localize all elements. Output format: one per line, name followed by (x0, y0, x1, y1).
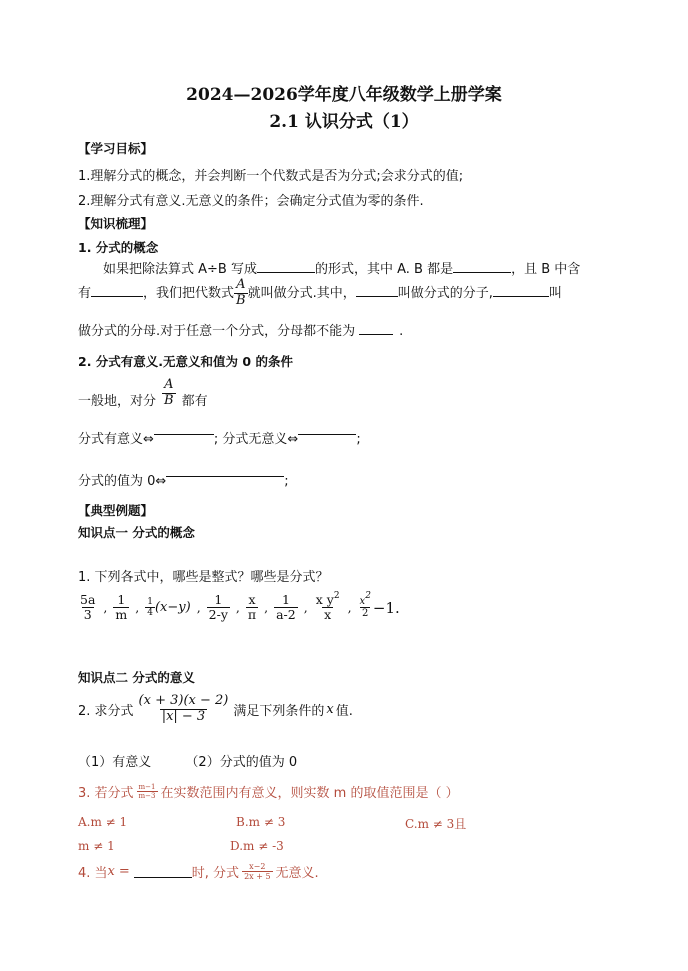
s2-text-b: 都有 (181, 393, 208, 409)
fraction-a-over-b: $\frac{A}{B}$ (236, 277, 246, 308)
s2-text-f: 分式的值为 0⇔ (78, 474, 167, 489)
s1-line-1 (103, 258, 580, 277)
s1-text-i: 做分式的分母.对于任意一个分式，分母都不能为 (78, 324, 356, 339)
q2-option-1: （1）有意义 (78, 755, 152, 770)
expr-x2-over-2: $\frac{x2}{2}$ (359, 590, 371, 620)
s1-text-g: 叫做分式的分子, (397, 285, 493, 301)
comma: , (103, 600, 108, 616)
q2-variable: x (326, 701, 334, 717)
expr-1-over-2-minus-y: $\frac{1}{2-y}$ (208, 592, 228, 623)
s1-line-2 (78, 278, 562, 309)
s2-text-g: ; (284, 474, 289, 489)
knowledge-heading: 【知识梳理】 (78, 216, 154, 231)
blank-value-zero[interactable] (166, 476, 284, 477)
comma: , (235, 600, 240, 616)
s1-text-a: 如果把除法算式 A÷B 写成 (103, 262, 257, 277)
s2-text-e: ; (356, 432, 361, 447)
goal-1: 1.理解分式的概念，并会判断一个代数式是否为分式;会求分式的值; (78, 169, 464, 184)
q3-option-d[interactable]: D.m ≠ -3 (230, 839, 284, 853)
s1-text-c: ，且 B 中含 (511, 262, 581, 277)
q3-option-b[interactable]: B.m ≠ 3 (236, 815, 286, 829)
section-2-title: 2. 分式有意义.无意义和值为 0 的条件 (78, 354, 293, 369)
s1-line-3 (78, 320, 403, 339)
blank-zero[interactable] (359, 322, 393, 335)
comma: , (264, 600, 269, 616)
q4-fraction: $\frac{x-2}{2x + 5}$ (244, 862, 271, 882)
comma: , (347, 600, 352, 616)
s1-text-h: 叫 (548, 285, 562, 301)
knowledge-point-1: 知识点一 分式的概念 (78, 525, 195, 540)
lesson-title: 2.1 认识分式（1） (269, 112, 419, 132)
q2-text-b: 满足下列条件的 (233, 703, 325, 719)
expr-1-over-m: $\frac{1}{m}$ (115, 592, 128, 623)
question-2 (78, 694, 353, 725)
comma: , (303, 600, 308, 616)
question-1: 1. 下列各式中，哪些是整式？哪些是分式？ (78, 570, 329, 585)
expr-quarter: $\frac{1}{4}$ (147, 597, 153, 619)
s1-text-e: ，我们把代数式 (143, 285, 235, 301)
expr-x-minus-y: (x−y) (154, 600, 191, 616)
s2-line-1 (78, 378, 208, 409)
s2-text-c: 分式有意义⇔ (78, 432, 154, 447)
comma: , (135, 600, 140, 616)
s2-text-a: 一般地，对分 (78, 393, 157, 409)
s2-line-2 (78, 428, 361, 447)
expr-5a-over-3: $\frac{5a}{3}$ (80, 592, 96, 623)
s1-text-b: 的形式，其中 A. B 都是 (314, 262, 454, 277)
blank-form[interactable] (257, 260, 315, 273)
fraction-a-over-b-2: $\frac{A}{B}$ (164, 377, 174, 408)
q2-text-c: 值. (335, 703, 353, 719)
page-title: 2024—2026学年度八年级数学上册学案 (186, 85, 502, 105)
s1-text-d: 有 (78, 285, 92, 301)
expr-1-over-a-minus-2: $\frac{1}{a-2}$ (276, 592, 296, 623)
blank-denominator[interactable] (493, 284, 549, 297)
section-1-title: 1. 分式的概念 (78, 240, 159, 255)
q4-text-b: 时, 分式 (191, 866, 240, 882)
question-3 (78, 782, 459, 801)
q3-text-a: 3. 若分式 (78, 786, 134, 801)
s1-text-j: . (399, 324, 404, 339)
s1-text-f: 就叫做分式.其中， (247, 285, 356, 301)
s2-line-3 (78, 470, 289, 489)
q4-equals: = (118, 864, 130, 880)
q2-option-2: （2）分式的值为 0 (185, 755, 298, 770)
q4-blank[interactable] (134, 865, 192, 878)
blank-numerator[interactable] (356, 284, 398, 297)
blank-meaningful[interactable] (154, 434, 214, 435)
q3-text-b: 在实数范围内有意义，则实数 m 的取值范围是（ ） (160, 786, 459, 801)
q2-text-a: 2. 求分式 (78, 703, 134, 719)
q3-option-a[interactable]: A.m ≠ 1 (78, 815, 128, 829)
s2-text-d: ; 分式无意义⇔ (213, 432, 299, 447)
blank-letters[interactable] (91, 284, 143, 297)
expr-xy2-over-x: $\frac{x y^2}{x}$ (315, 591, 340, 623)
q3-fraction: $\frac{m-1}{m-3}$ (138, 782, 156, 800)
q2-options (78, 751, 297, 770)
q4-text-a: 4. 当 (78, 866, 108, 882)
q4-text-c: 无意义. (275, 866, 319, 882)
goals-heading: 【学习目标】 (78, 141, 154, 156)
comma: , (196, 600, 201, 616)
q2-fraction: $\frac{(x + 3)(x - 2)}{|x| - 3}$ (138, 693, 229, 724)
q3-option-c-continued: m ≠ 1 (78, 839, 115, 853)
blank-integral[interactable] (453, 260, 511, 273)
q4-variable: x (107, 864, 115, 880)
q3-option-c[interactable]: C.m ≠ 3且 (405, 817, 467, 831)
blank-meaningless[interactable] (298, 434, 356, 435)
knowledge-point-2: 知识点二 分式的意义 (78, 670, 195, 685)
examples-heading: 【典型例题】 (78, 503, 154, 518)
expr-x-over-pi: $\frac{x}{\pi}$ (247, 592, 257, 623)
expr-minus-1: −1. (372, 598, 400, 617)
goal-2: 2.理解分式有意义.无意义的条件；会确定分式值为零的条件. (78, 194, 424, 209)
expression-list (78, 590, 400, 623)
question-4 (78, 862, 319, 881)
